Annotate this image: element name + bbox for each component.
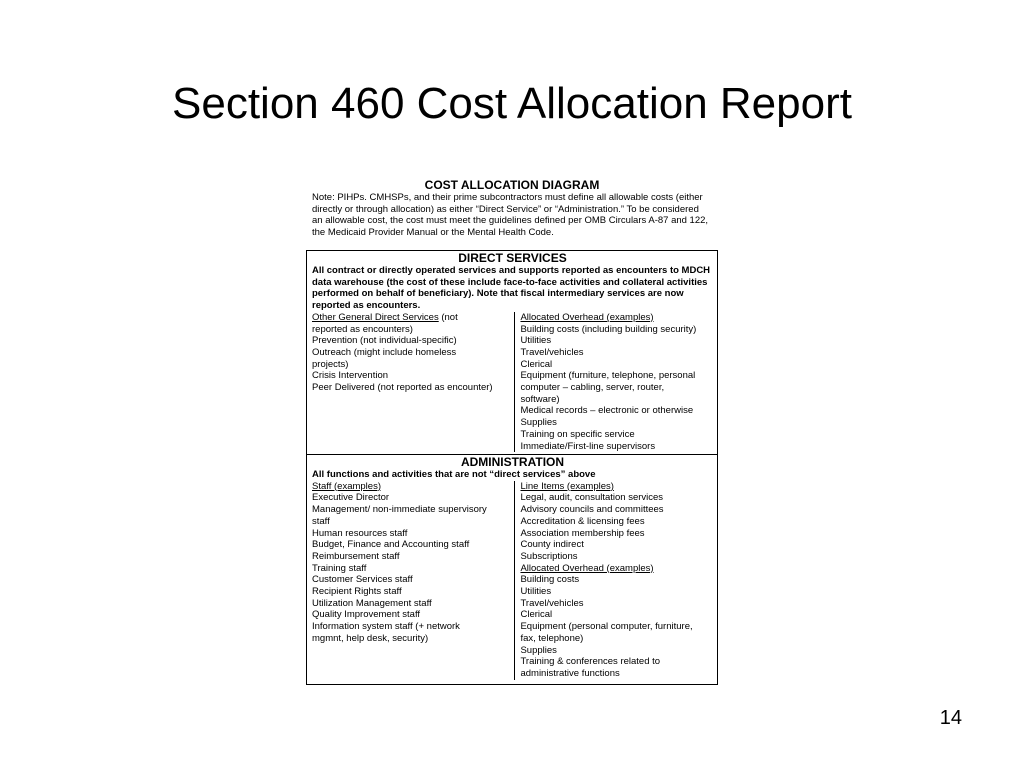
admin-right-item: Travel/vehicles (520, 597, 584, 609)
admin-right-item: Building costs (520, 574, 580, 586)
admin-right-item: Supplies (520, 644, 557, 656)
administration-title: ADMINISTRATION (460, 455, 565, 469)
administration-columns (312, 481, 713, 680)
direct-left-item: Peer Delivered (not reported as encounter) (312, 382, 493, 394)
direct-services-description: All contract or directly operated services and supports reported as encounters to MDCH data warehouse (the cost of these include face-to-face activities and collateral activities performed on behalf of beneficiary). Note that fiscal intermediary services are now reported as encounters. (312, 265, 711, 312)
admin-left-item: staff (312, 515, 330, 527)
direct-right-item: Supplies (520, 417, 557, 429)
direct-services-columns (312, 312, 713, 452)
admin-left-item: Utilization Management staff (312, 597, 432, 609)
direct-right-item: computer – cabling, server, router, (520, 382, 665, 394)
admin-right-item: Training & conferences related to (520, 656, 661, 668)
direct-right-item: Building costs (including building security) (520, 323, 697, 335)
slide-title: Section 460 Cost Allocation Report (172, 79, 852, 128)
direct-right-item: Clerical (520, 358, 553, 370)
admin-right-column (514, 481, 713, 680)
admin-right-item: County indirect (520, 539, 584, 551)
admin-left-item: mgmnt, help desk, security) (312, 632, 429, 644)
admin-right-item: Accreditation & licensing fees (520, 515, 645, 527)
direct-right-heading: Allocated Overhead (examples) (520, 311, 654, 323)
direct-left-heading: Other General Direct Services (312, 311, 439, 323)
direct-right-item: Training on specific service (520, 428, 635, 440)
admin-right-item: administrative functions (520, 667, 620, 679)
admin-right-heading-2: Allocated Overhead (examples) (520, 562, 654, 574)
administration-box (306, 455, 718, 685)
admin-right-item: Legal, audit, consultation services (520, 492, 664, 504)
direct-services-box (306, 250, 718, 455)
admin-left-item: Management/ non-immediate supervisory (312, 504, 487, 516)
page-number: 14 (939, 707, 962, 729)
admin-right-heading: Line Items (examples) (520, 480, 614, 492)
direct-left-item: reported as encounters) (312, 323, 413, 335)
diagram-note: Note: PIHPs. CMHSPs, and their prime subcontractors must define all allowable costs (either directly or through allocation) as either “Direct Service” or “Administration.” To be considered an allowable cost, the cost must meet the guidelines defined per OMB Circulars A-87 and 122, the Medicaid Provider Manual or the Mental Health Code. (312, 192, 709, 239)
admin-left-item: Reimbursement staff (312, 550, 400, 562)
direct-left-item: projects) (312, 358, 349, 370)
direct-right-item: Utilities (520, 335, 552, 347)
direct-right-item: software) (520, 393, 560, 405)
admin-right-item: Association membership fees (520, 527, 645, 539)
admin-left-item: Human resources staff (312, 527, 408, 539)
admin-right-item: Utilities (520, 586, 552, 598)
direct-right-column (514, 312, 713, 452)
admin-right-item: Clerical (520, 609, 553, 621)
direct-left-item: Outreach (might include homeless (312, 346, 457, 358)
admin-left-item: Budget, Finance and Accounting staff (312, 539, 470, 551)
admin-left-item: Information system staff (+ network (312, 621, 460, 633)
admin-right-item: fax, telephone) (520, 632, 584, 644)
admin-right-item: Subscriptions (520, 550, 578, 562)
admin-left-item: Quality Improvement staff (312, 609, 421, 621)
administration-description: All functions and activities that are not “direct services” above (312, 469, 596, 480)
direct-services-title: DIRECT SERVICES (458, 251, 567, 265)
direct-left-item: Prevention (not individual-specific) (312, 335, 457, 347)
admin-left-heading: Staff (examples) (312, 480, 381, 492)
direct-left-item: Crisis Intervention (312, 370, 389, 382)
admin-left-item: Executive Director (312, 492, 390, 504)
direct-right-item: Equipment (furniture, telephone, personal (520, 370, 696, 382)
admin-left-column (312, 481, 514, 680)
diagram-title: COST ALLOCATION DIAGRAM (424, 178, 600, 192)
admin-right-item: Advisory councils and committees (520, 504, 664, 516)
admin-right-item: Equipment (personal computer, furniture, (520, 621, 693, 633)
admin-left-item: Training staff (312, 562, 367, 574)
admin-left-item: Customer Services staff (312, 574, 413, 586)
direct-left-column (312, 312, 514, 452)
direct-right-item: Immediate/First-line supervisors (520, 440, 656, 452)
direct-left-heading-line (312, 312, 508, 324)
admin-left-item: Recipient Rights staff (312, 586, 402, 598)
cost-allocation-diagram (306, 178, 718, 685)
direct-right-item: Travel/vehicles (520, 346, 584, 358)
direct-right-item: Medical records – electronic or otherwise (520, 405, 694, 417)
direct-left-heading-suffix: (not (438, 311, 458, 323)
